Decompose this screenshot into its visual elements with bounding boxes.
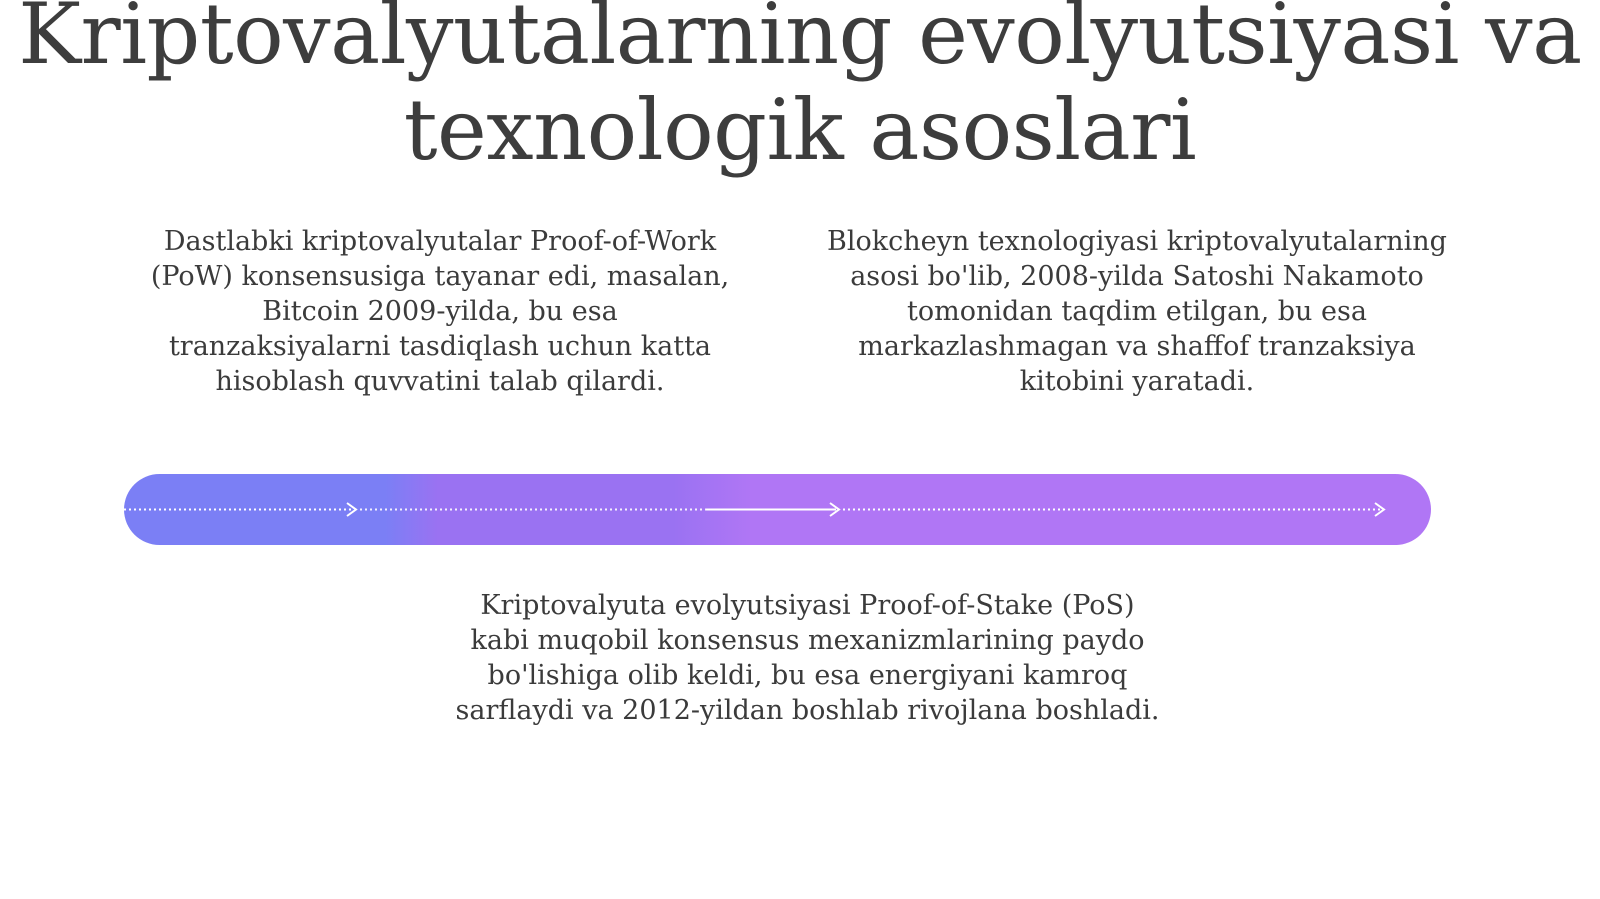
page-title: Kriptovalyutalarning evolyutsiyasi va texnologik asoslari xyxy=(18,0,1582,179)
text-block-pos: Kriptovalyuta evolyutsiyasi Proof-of-Stake (PoS) kabi muqobil konsensus mexanizmlarining paydo bo'lishiga olib keldi, bu esa energiyani kamroq sarflaydi va 2012-yildan boshlab rivojlana boshladi. xyxy=(455,590,1160,726)
text-block-blockchain: Blokcheyn texnologiyasi kriptovalyutalarning asosi bo'lib, 2008-yilda Satoshi Nakamoto tomonidan taqdim etilgan, bu esa markazlashmagan va shaffof tranzaksiya kitobini yaratadi. xyxy=(827,226,1447,397)
text-block-pow: Dastlabki kriptovalyutalar Proof-of-Work (PoW) konsensusiga tayanar edi, masalan, Bitcoin 2009-yilda, bu esa tranzaksiyalarni tasdiqlash uchun katta hisoblash quvvatini talab qilardi. xyxy=(150,226,730,397)
timeline-bar xyxy=(124,474,1431,545)
